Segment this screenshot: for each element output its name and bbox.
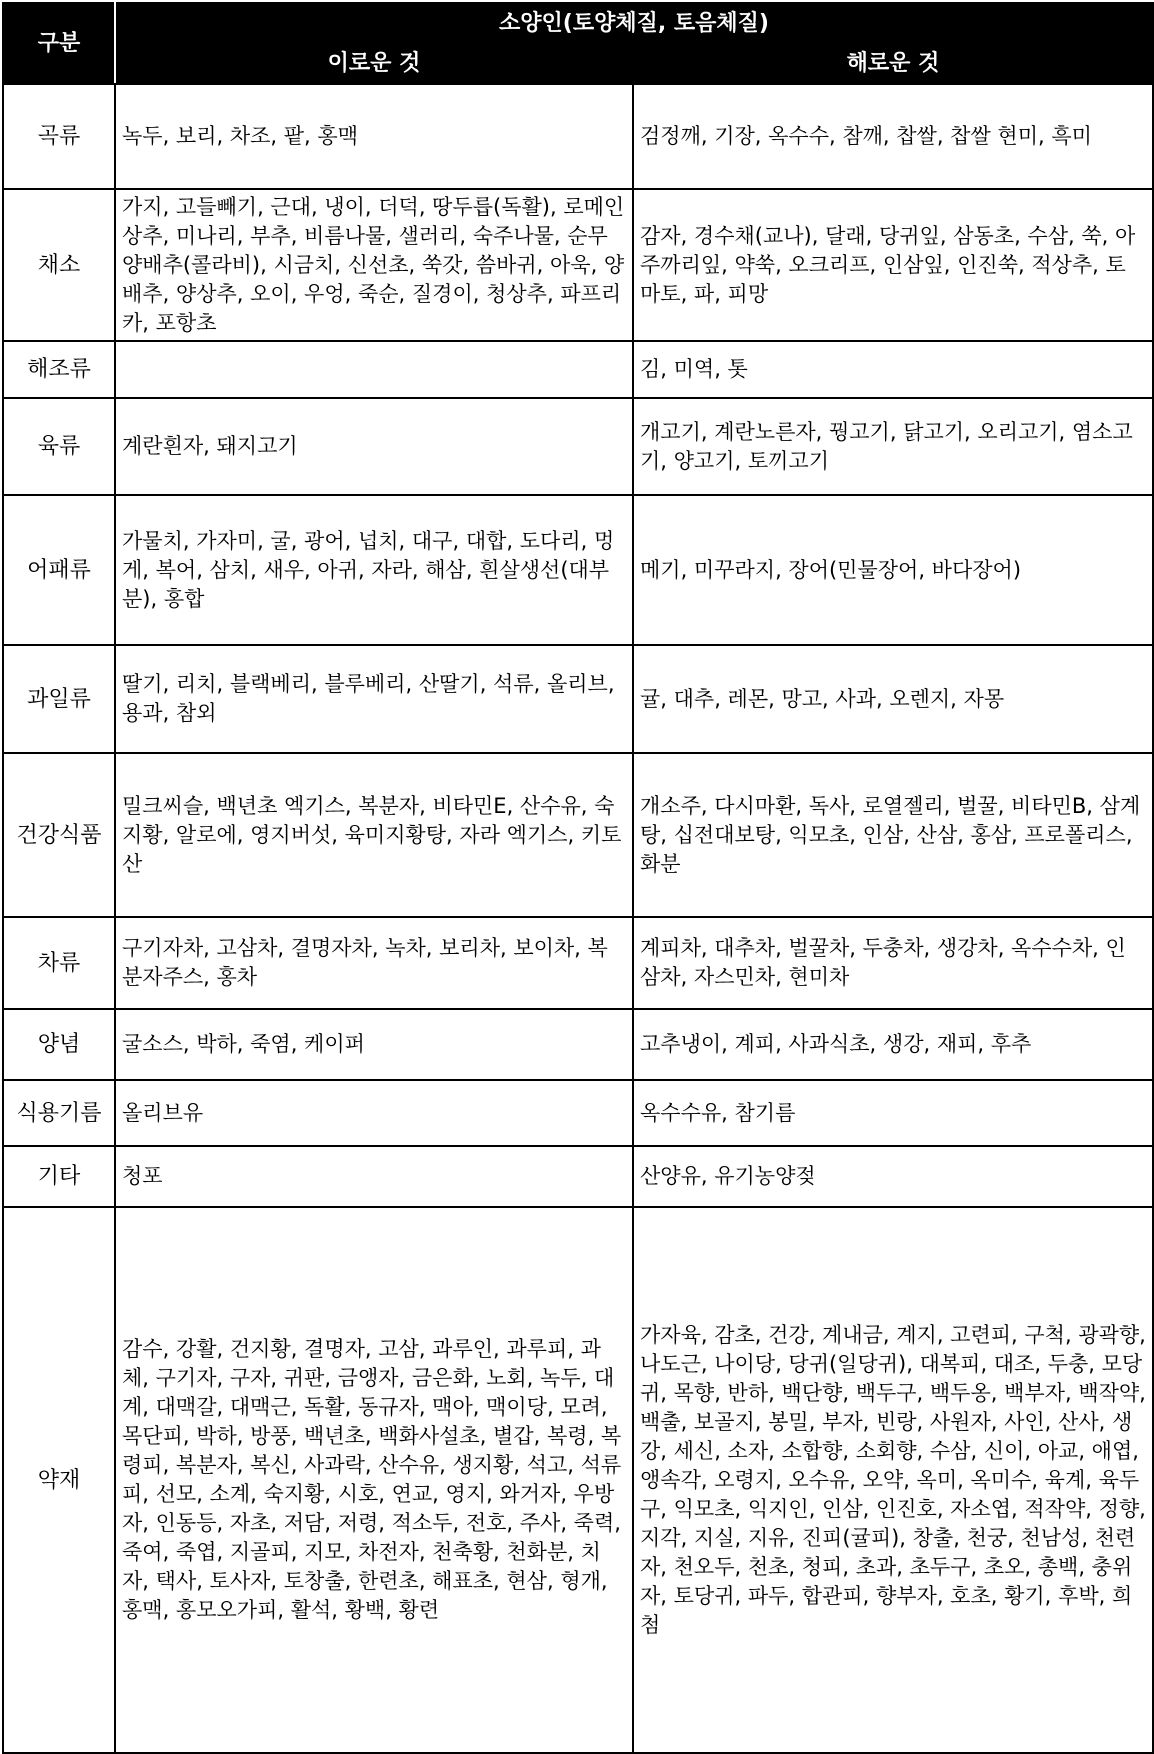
row-category: 기타 [3,1146,115,1207]
row-category: 곡류 [3,84,115,189]
table-row [3,1207,1153,1753]
table-row [3,1080,1153,1146]
good-cell: 굴소스, 박하, 죽염, 케이퍼 [115,1009,633,1080]
bad-cell: 고추냉이, 계피, 사과식초, 생강, 재피, 후추 [633,1009,1153,1080]
table-row [3,341,1153,398]
bad-cell: 계피차, 대추차, 벌꿀차, 두충차, 생강차, 옥수수차, 인삼차, 자스민차, 현미차 [633,917,1153,1009]
good-cell [115,341,633,398]
table-row [3,1009,1153,1080]
bad-cell: 검정깨, 기장, 옥수수, 참깨, 찹쌀, 찹쌀 현미, 흑미 [633,84,1153,189]
row-category: 해조류 [3,341,115,398]
bad-cell: 메기, 미꾸라지, 장어(민물장어, 바다장어) [633,495,1153,645]
header-bad: 해로운 것 [633,43,1153,84]
header-good: 이로운 것 [115,43,633,84]
good-cell: 청포 [115,1146,633,1207]
bad-cell: 산양유, 유기농양젖 [633,1146,1153,1207]
good-cell: 녹두, 보리, 차조, 팥, 홍맥 [115,84,633,189]
row-category: 건강식품 [3,753,115,917]
row-category: 식용기름 [3,1080,115,1146]
row-category: 약재 [3,1207,115,1753]
table-row [3,398,1153,495]
row-category: 차류 [3,917,115,1009]
row-category: 채소 [3,189,115,341]
good-cell: 올리브유 [115,1080,633,1146]
good-cell: 가지, 고들빼기, 근대, 냉이, 더덕, 땅두릅(독활), 로메인상추, 미나리, 부추, 비름나물, 샐러리, 숙주나물, 순무양배추(콜라비), 시금치, 신선초, 쑥갓, 씀바귀, 아욱, 양배추, 양상추, 오이, 우엉, 죽순, 질경이, 청상추, 파프리카, 포항초 [115,189,633,341]
row-category: 과일류 [3,645,115,753]
table-row [3,189,1153,341]
bad-cell: 감자, 경수채(교나), 달래, 당귀잎, 삼동초, 수삼, 쑥, 아주까리잎, 약쑥, 오크리프, 인삼잎, 인진쑥, 적상추, 토마토, 파, 피망 [633,189,1153,341]
header-category: 구분 [3,3,115,84]
table-row [3,645,1153,753]
row-category: 양념 [3,1009,115,1080]
bad-cell: 귤, 대추, 레몬, 망고, 사과, 오렌지, 자몽 [633,645,1153,753]
header-constitution: 소양인(토양체질, 토음체질) [115,3,1153,43]
good-cell: 가물치, 가자미, 굴, 광어, 넙치, 대구, 대합, 도다리, 멍게, 복어, 삼치, 새우, 아귀, 자라, 해삼, 흰살생선(대부분), 홍합 [115,495,633,645]
table-row [3,84,1153,189]
constitution-food-table [2,2,1154,1754]
bad-cell: 옥수수유, 참기름 [633,1080,1153,1146]
row-category: 어패류 [3,495,115,645]
bad-cell: 개고기, 계란노른자, 꿩고기, 닭고기, 오리고기, 염소고기, 양고기, 토끼고기 [633,398,1153,495]
good-cell: 구기자차, 고삼차, 결명자차, 녹차, 보리차, 보이차, 복분자주스, 홍차 [115,917,633,1009]
bad-cell: 개소주, 다시마환, 독사, 로열젤리, 벌꿀, 비타민B, 삼계탕, 십전대보탕, 익모초, 인삼, 산삼, 홍삼, 프로폴리스, 화분 [633,753,1153,917]
good-cell: 감수, 강활, 건지황, 결명자, 고삼, 과루인, 과루피, 과체, 구기자, 구자, 귀판, 금앵자, 금은화, 노회, 녹두, 대계, 대맥갈, 대맥근, 독활, 동규자, 맥아, 맥이당, 모려, 목단피, 박하, 방풍, 백년초, 백화사설초, 별갑, 복령, 복령피, 복분자, 복신, 사과락, 산수유, 생지황, 석고, 석류피, 선모, 소계, 숙지황, 시호, 연교, 영지, 와거자, 우방자, 인동등, 자초, 저담, 저령, 적소두, 전호, 주사, 죽력, 죽여, 죽엽, 지골피, 지모, 차전자, 천축황, 천화분, 치자, 택사, 토사자, 토창출, 한련초, 해표초, 현삼, 형개, 홍맥, 홍모오가피, 활석, 황백, 황련 [115,1207,633,1753]
row-category: 육류 [3,398,115,495]
good-cell: 밀크씨슬, 백년초 엑기스, 복분자, 비타민E, 산수유, 숙지황, 알로에, 영지버섯, 육미지황탕, 자라 엑기스, 키토산 [115,753,633,917]
table-row [3,753,1153,917]
table-row [3,917,1153,1009]
good-cell: 계란흰자, 돼지고기 [115,398,633,495]
table-row [3,495,1153,645]
bad-cell: 김, 미역, 톳 [633,341,1153,398]
bad-cell: 가자육, 감초, 건강, 계내금, 계지, 고련피, 구척, 광곽향, 나도근, 나이당, 당귀(일당귀), 대복피, 대조, 두충, 모당귀, 목향, 반하, 백단향, 백두구, 백두옹, 백부자, 백작약, 백출, 보골지, 봉밀, 부자, 빈랑, 사원자, 사인, 산사, 생강, 세신, 소자, 소합향, 소회향, 수삼, 신이, 아교, 애엽, 앵속각, 오령지, 오수유, 오약, 옥미, 옥미수, 육계, 육두구, 익모초, 익지인, 인삼, 인진호, 자소엽, 적작약, 정향, 지각, 지실, 지유, 진피(귤피), 창출, 천궁, 천남성, 천련자, 천오두, 천초, 청피, 초과, 초두구, 초오, 총백, 충위자, 토당귀, 파두, 합관피, 향부자, 호초, 황기, 후박, 희첨 [633,1207,1153,1753]
good-cell: 딸기, 리치, 블랙베리, 블루베리, 산딸기, 석류, 올리브, 용과, 참외 [115,645,633,753]
table-row [3,1146,1153,1207]
